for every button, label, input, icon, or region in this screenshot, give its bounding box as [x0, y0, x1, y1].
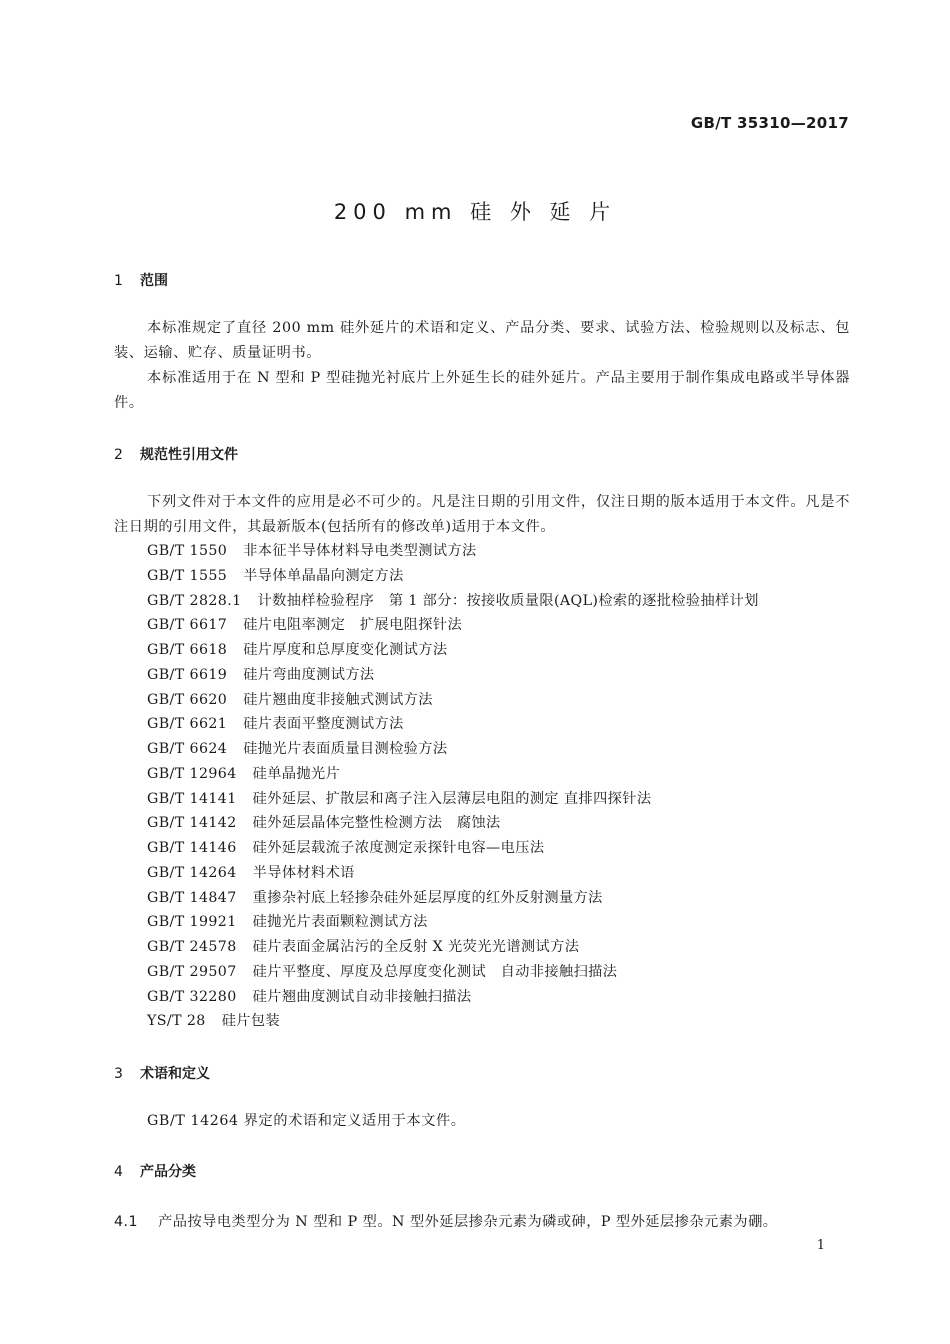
reference-code: GB/T 6618: [147, 642, 228, 658]
section-number: 1: [114, 273, 123, 289]
page-number: 1: [816, 1238, 825, 1253]
reference-list: [147, 539, 759, 1034]
reference-code: GB/T 29507: [147, 963, 237, 980]
reference-code: GB/T 1550: [147, 543, 228, 559]
reference-item: [147, 985, 759, 1010]
reference-item: [147, 613, 759, 638]
reference-title: 计数抽样检验程序 第 1 部分：按接收质量限(AQL)检索的逐批检验抽样计划: [257, 592, 759, 609]
scope-paragraph-1: 本标准规定了直径 200 mm 硅外延片的术语和定义、产品分类、要求、试验方法、检验规则以及标志、包装、运输、贮存、质量证明书。: [114, 320, 850, 361]
reference-item: [147, 861, 759, 886]
reference-title: 硅片表面金属沾污的全反射 X 光荧光光谱测试方法: [252, 939, 580, 955]
terms-paragraph: GB/T 14264 界定的术语和定义适用于本文件。: [147, 1113, 466, 1129]
normative-intro: 下列文件对于本文件的应用是必不可少的。凡是注日期的引用文件，仅注日期的版本适用于本文件。凡是不注日期的引用文件，其最新版本(包括所有的修改单)适用于本文件。: [114, 494, 850, 535]
reference-title: 硅外延层晶体完整性检测方法 腐蚀法: [252, 815, 501, 832]
reference-item: [147, 564, 759, 589]
reference-title: 半导体材料术语: [252, 864, 355, 881]
clause-number: 4.1: [114, 1214, 139, 1230]
document-title: 200 mm 硅 外 延 片: [333, 200, 617, 224]
reference-code: GB/T 24578: [147, 939, 237, 955]
reference-title: 硅抛光片表面颗粒测试方法: [252, 914, 428, 931]
reference-title: 硅抛光片表面质量目测检验方法: [243, 741, 448, 757]
reference-item: [147, 935, 759, 960]
section-title: 术语和定义: [140, 1066, 210, 1082]
reference-item: [147, 1009, 759, 1034]
reference-title: 硅片电阻率测定 扩展电阻探针法: [243, 617, 463, 634]
clause-4-1: [114, 1211, 778, 1231]
reference-code: GB/T 14847: [147, 889, 237, 906]
reference-item: [147, 737, 759, 762]
reference-item: [147, 910, 759, 935]
section-title: 产品分类: [140, 1164, 196, 1180]
reference-title: 硅外延层载流子浓度测定汞探针电容—电压法: [252, 840, 545, 856]
reference-code: GB/T 6620: [147, 691, 228, 708]
reference-code: GB/T 12964: [147, 765, 237, 782]
reference-code: GB/T 6621: [147, 716, 228, 733]
scope-paragraph-2: 本标准适用于在 N 型和 P 型硅抛光衬底片上外延生长的硅外延片。产品主要用于制作集成电路或半导体器件。: [114, 370, 850, 411]
reference-title: 硅单晶抛光片: [252, 765, 341, 782]
reference-title: 非本征半导体材料导电类型测试方法: [243, 543, 477, 559]
reference-item: [147, 712, 759, 737]
reference-title: 硅片弯曲度测试方法: [243, 666, 375, 683]
reference-title: 半导体单晶晶向测定方法: [243, 567, 404, 584]
reference-code: GB/T 14264: [147, 864, 237, 881]
reference-code: GB/T 14142: [147, 815, 237, 832]
section-2-heading: [114, 444, 238, 464]
reference-title: 重掺杂衬底上轻掺杂硅外延层厚度的红外反射测量方法: [252, 889, 603, 906]
reference-title: 硅片翘曲度测试自动非接触扫描法: [252, 988, 472, 1005]
section-number: 3: [114, 1066, 123, 1082]
reference-code: YS/T 28: [147, 1013, 206, 1030]
reference-item: [147, 836, 759, 861]
reference-title: 硅片平整度、厚度及总厚度变化测试 自动非接触扫描法: [252, 963, 618, 980]
reference-item: [147, 539, 759, 564]
section-number: 2: [114, 447, 123, 463]
reference-item: [147, 886, 759, 911]
reference-item: [147, 638, 759, 663]
reference-title: 硅片厚度和总厚度变化测试方法: [243, 642, 448, 658]
reference-title: 硅外延层、扩散层和离子注入层薄层电阻的测定 直排四探针法: [252, 790, 652, 807]
reference-item: [147, 787, 759, 812]
reference-code: GB/T 6617: [147, 617, 228, 634]
reference-item: [147, 960, 759, 985]
section-1-heading: [114, 270, 168, 290]
section-title: 范围: [140, 273, 168, 289]
reference-code: GB/T 19921: [147, 914, 237, 931]
clause-text: 产品按导电类型分为 N 型和 P 型。N 型外延层掺杂元素为磷或砷，P 型外延层掺杂元素为硼。: [158, 1214, 778, 1230]
reference-code: GB/T 32280: [147, 988, 237, 1005]
standard-code: GB/T 35310—2017: [690, 114, 849, 132]
reference-code: GB/T 14146: [147, 840, 237, 856]
reference-title: 硅片表面平整度测试方法: [243, 716, 404, 733]
reference-code: GB/T 1555: [147, 567, 228, 584]
reference-code: GB/T 6624: [147, 741, 228, 757]
reference-item: [147, 589, 759, 614]
reference-code: GB/T 6619: [147, 666, 228, 683]
section-number: 4: [114, 1164, 123, 1180]
reference-code: GB/T 14141: [147, 790, 237, 807]
reference-title: 硅片翘曲度非接触式测试方法: [243, 691, 433, 708]
reference-item: [147, 811, 759, 836]
reference-code: GB/T 2828.1: [147, 592, 242, 609]
reference-item: [147, 688, 759, 713]
reference-item: [147, 762, 759, 787]
section-4-heading: [114, 1161, 196, 1181]
reference-title: 硅片包装: [221, 1013, 281, 1030]
section-3-heading: [114, 1063, 210, 1083]
reference-item: [147, 663, 759, 688]
section-title: 规范性引用文件: [140, 447, 238, 463]
